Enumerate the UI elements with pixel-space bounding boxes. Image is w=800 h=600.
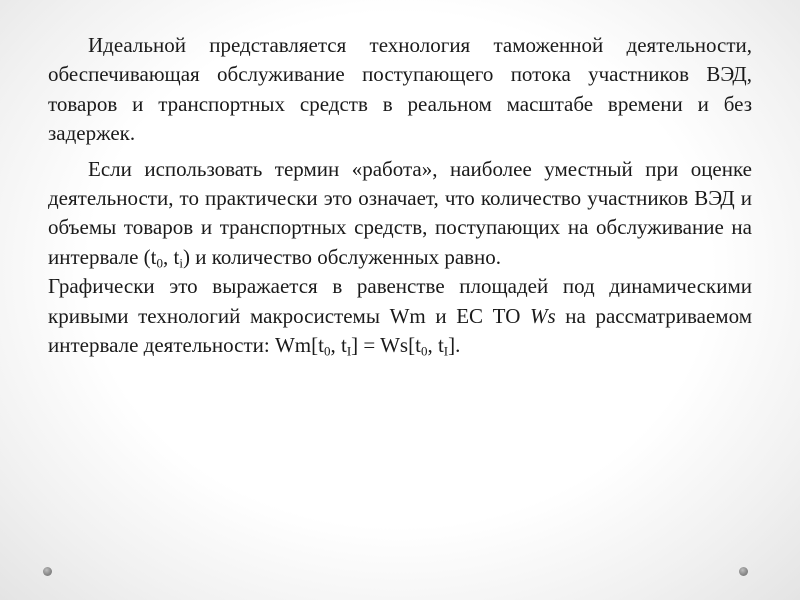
- subscript-i: I: [346, 343, 352, 359]
- bullet-dot-icon: [43, 567, 52, 576]
- paragraph-3-text-e: , t: [427, 333, 444, 358]
- subscript-zero: 0: [323, 343, 331, 359]
- paragraph-2-text-a: Если использовать термин «работа», наиболее уместный при оценке деятельности, то практически это означает, что количество участников ВЭД и объемы товаров и транспортных средств, поступающих на обслуживание на интервале (t: [48, 156, 752, 269]
- paragraph-3-text-b: на рассматриваемом интервале деятельности: Wm[t: [48, 303, 752, 358]
- paragraph-2-text-b: , t: [163, 244, 180, 269]
- paragraph-3-text-f: ].: [448, 333, 461, 358]
- subscript-i: I: [443, 343, 449, 359]
- paragraph-graphically: [48, 272, 752, 360]
- bullet-dot-icon: [739, 567, 748, 576]
- italic-ws: Ws: [530, 303, 556, 328]
- paragraph-3-text-d: ] = Ws[t: [351, 333, 421, 358]
- subscript-i: i: [179, 255, 183, 271]
- paragraph-3-text-a: Графически это выражается в равенстве площадей под динамическими кривыми технологий макросистемы Wm и ЕС ТО: [48, 274, 752, 328]
- subscript-zero: 0: [156, 255, 164, 271]
- paragraph-1-text: Идеальной представляется технология таможенной деятельности, обеспечивающая обслуживание поступающего потока участников ВЭД, товаров и транспортных средств в реальном масштабе времени и без задержек.: [48, 33, 752, 146]
- paragraph-work-term: [48, 155, 752, 273]
- paragraph-ideal-technology: [48, 31, 752, 149]
- slide-text-body: [48, 31, 752, 360]
- subscript-zero: 0: [420, 343, 428, 359]
- paragraph-2-text-c: ) и количество обслуженных равно.: [182, 244, 502, 269]
- paragraph-3-text-c: , t: [330, 333, 347, 358]
